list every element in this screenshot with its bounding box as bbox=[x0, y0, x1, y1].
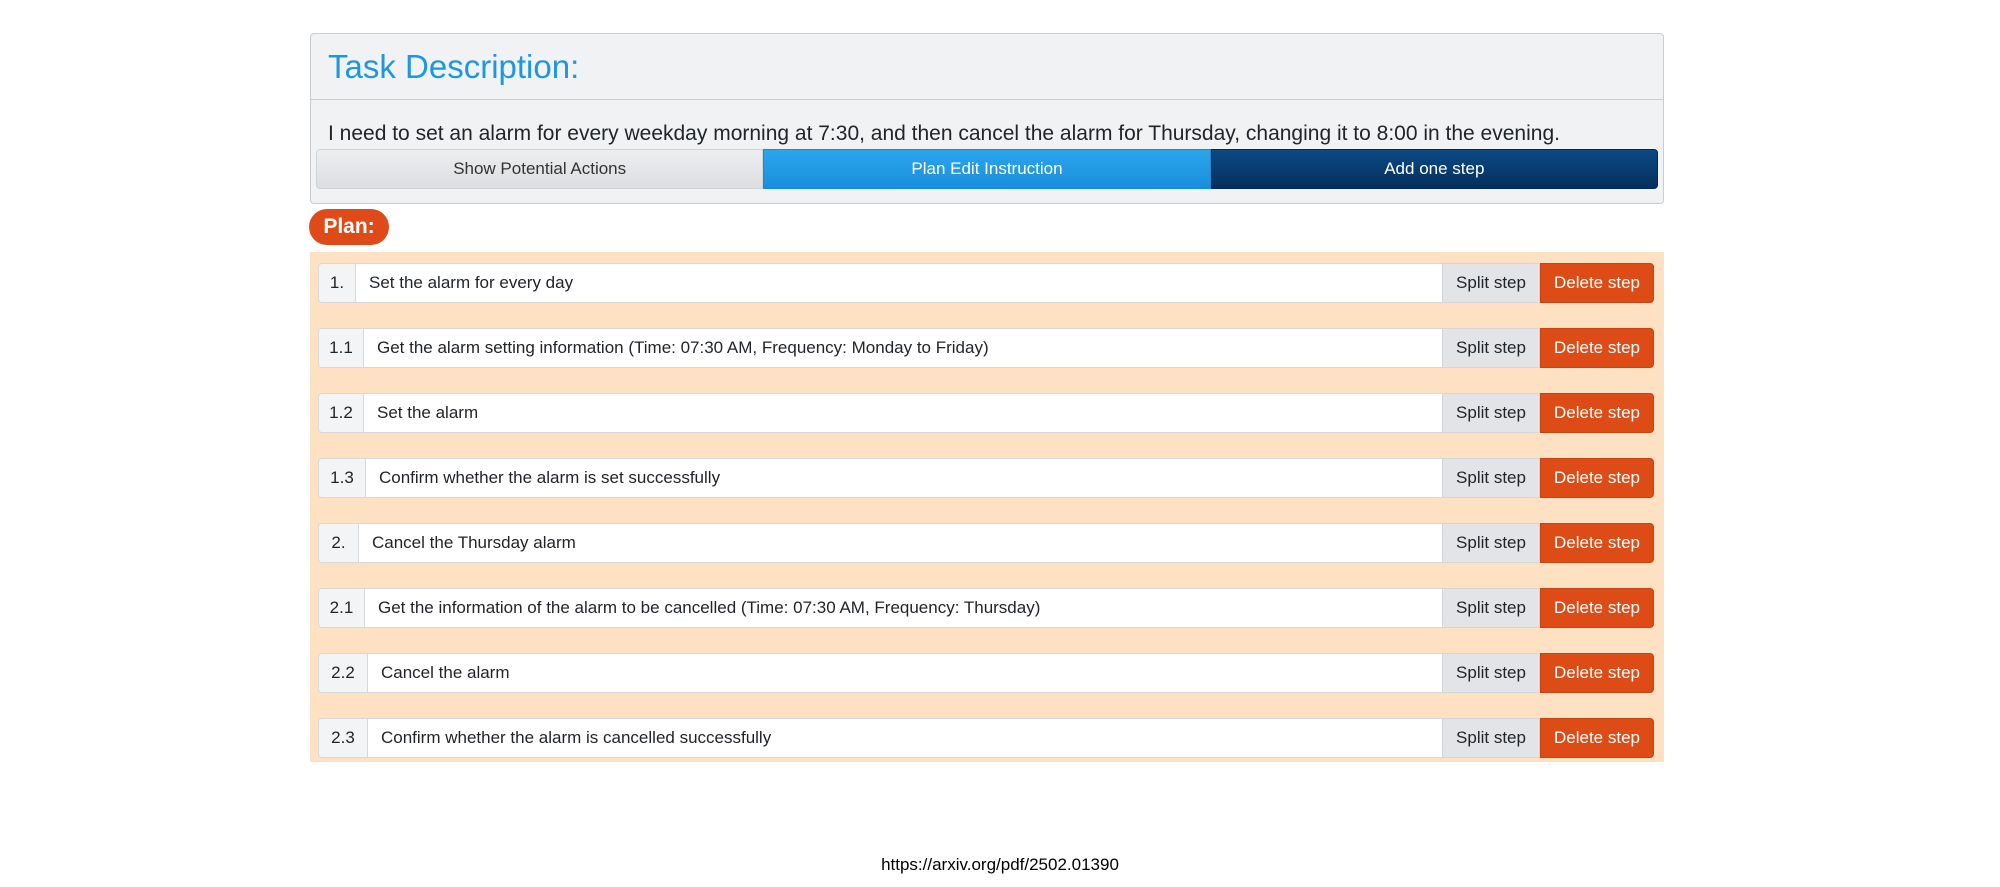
split-step-button[interactable]: Split step bbox=[1442, 328, 1540, 368]
add-one-step-button[interactable]: Add one step bbox=[1211, 149, 1658, 189]
step-number: 2. bbox=[318, 523, 359, 563]
plan-step-row bbox=[318, 328, 1654, 368]
delete-step-button[interactable]: Delete step bbox=[1540, 718, 1654, 758]
step-text-input[interactable]: Cancel the Thursday alarm bbox=[359, 523, 1442, 563]
plan-step-row bbox=[318, 588, 1654, 628]
step-number: 1. bbox=[318, 263, 356, 303]
split-step-button[interactable]: Split step bbox=[1442, 523, 1540, 563]
split-step-button[interactable]: Split step bbox=[1442, 458, 1540, 498]
plan-step-row bbox=[318, 263, 1654, 303]
step-text-input[interactable]: Confirm whether the alarm is set successfully bbox=[366, 458, 1442, 498]
step-text-input[interactable]: Get the information of the alarm to be cancelled (Time: 07:30 AM, Frequency: Thursday) bbox=[365, 588, 1442, 628]
step-text-input[interactable]: Confirm whether the alarm is cancelled successfully bbox=[368, 718, 1442, 758]
delete-step-button[interactable]: Delete step bbox=[1540, 653, 1654, 693]
delete-step-button[interactable]: Delete step bbox=[1540, 393, 1654, 433]
plan-step-row bbox=[318, 393, 1654, 433]
step-text-input[interactable]: Cancel the alarm bbox=[368, 653, 1442, 693]
step-number: 2.2 bbox=[318, 653, 368, 693]
step-number: 1.2 bbox=[318, 393, 364, 433]
delete-step-button[interactable]: Delete step bbox=[1540, 588, 1654, 628]
split-step-button[interactable]: Split step bbox=[1442, 718, 1540, 758]
show-potential-actions-button[interactable]: Show Potential Actions bbox=[316, 149, 763, 189]
step-text-input[interactable]: Set the alarm for every day bbox=[356, 263, 1442, 303]
plan-step-row bbox=[318, 458, 1654, 498]
split-step-button[interactable]: Split step bbox=[1442, 653, 1540, 693]
task-title: Task Description: bbox=[328, 47, 580, 85]
split-step-button[interactable]: Split step bbox=[1442, 263, 1540, 303]
split-step-button[interactable]: Split step bbox=[1442, 588, 1540, 628]
task-header bbox=[311, 34, 1663, 100]
task-description-panel bbox=[310, 33, 1664, 204]
delete-step-button[interactable]: Delete step bbox=[1540, 263, 1654, 303]
step-text-input[interactable]: Get the alarm setting information (Time: 07:30 AM, Frequency: Monday to Friday) bbox=[364, 328, 1442, 368]
step-number: 2.1 bbox=[318, 588, 365, 628]
plan-badge: Plan: bbox=[309, 209, 389, 245]
step-number: 2.3 bbox=[318, 718, 368, 758]
step-text-input[interactable]: Set the alarm bbox=[364, 393, 1442, 433]
delete-step-button[interactable]: Delete step bbox=[1540, 458, 1654, 498]
source-url: https://arxiv.org/pdf/2502.01390 bbox=[881, 855, 1119, 874]
plan-step-list bbox=[310, 252, 1664, 762]
plan-step-row bbox=[318, 653, 1654, 693]
delete-step-button[interactable]: Delete step bbox=[1540, 328, 1654, 368]
step-number: 1.1 bbox=[318, 328, 364, 368]
delete-step-button[interactable]: Delete step bbox=[1540, 523, 1654, 563]
step-number: 1.3 bbox=[318, 458, 366, 498]
task-description-text: I need to set an alarm for every weekday morning at 7:30, and then cancel the alarm for Thursday, changing it to 8:00 in the evening. bbox=[328, 122, 1560, 145]
plan-step-row bbox=[318, 718, 1654, 758]
plan-edit-instruction-button[interactable]: Plan Edit Instruction bbox=[763, 149, 1210, 189]
action-button-bar bbox=[316, 149, 1658, 189]
plan-step-row bbox=[318, 523, 1654, 563]
split-step-button[interactable]: Split step bbox=[1442, 393, 1540, 433]
